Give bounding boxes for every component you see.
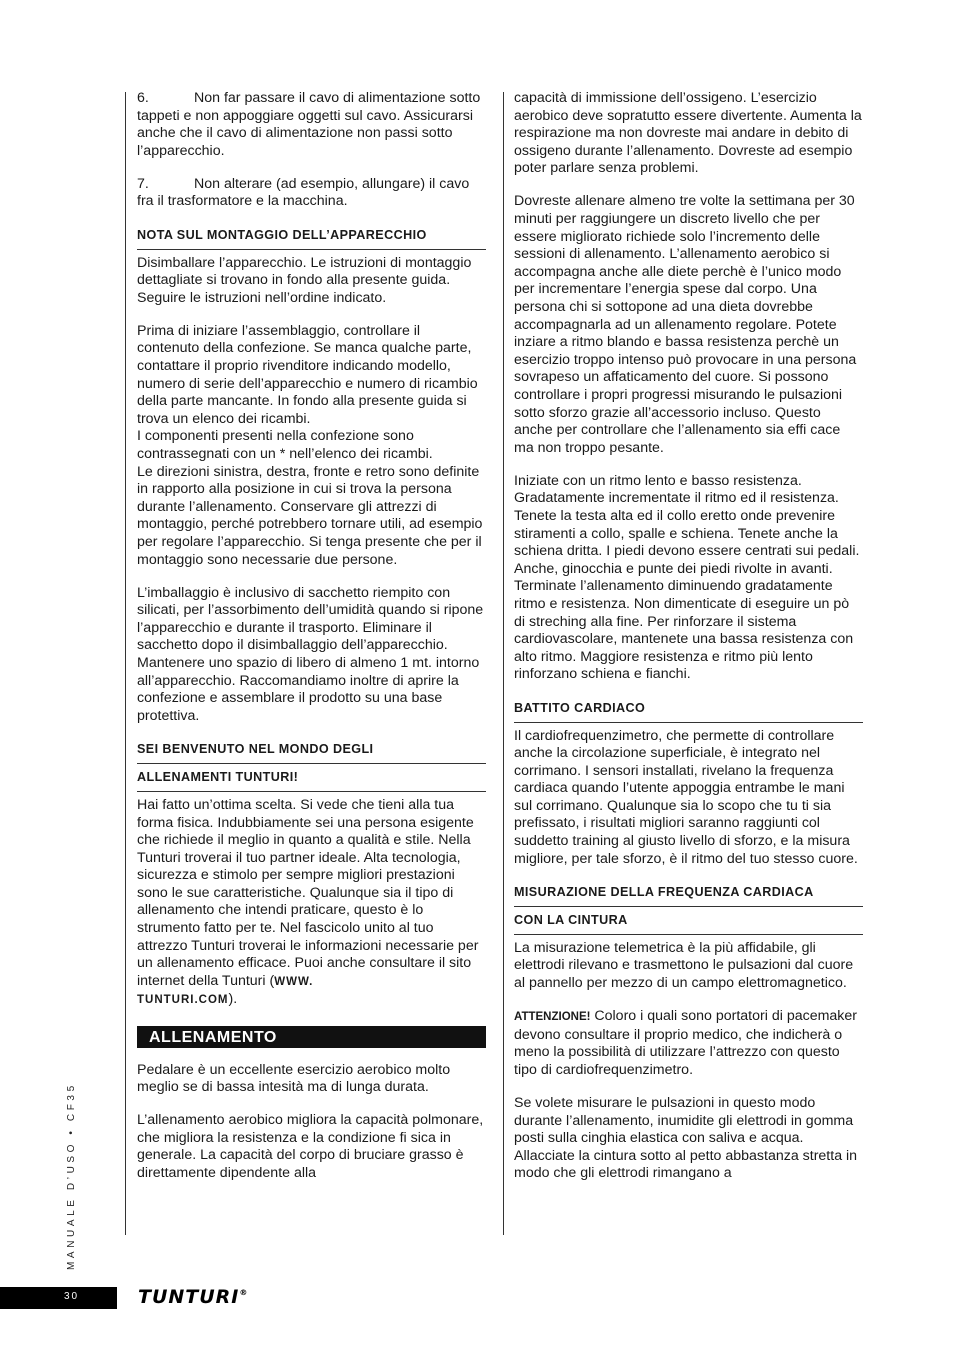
paragraph-telemetrica: La misurazione telemetrica è la più affidabile, gli elettrodi rilevano e trasmettono le pulsazioni dal cuore al pannello per mezzo di un campo elettromagnetico. <box>514 939 854 991</box>
list-number: 7. <box>137 175 149 192</box>
warning-text: Coloro i quali sono portatori di pacemaker devono consultare il proprio medico, che indicherà o meno la possibilità di utilizzare l’attrezzo con questo tipo di cardiofrequenzimetro. <box>514 1008 858 1078</box>
tunturi-logo <box>138 1286 248 1308</box>
paragraph-attenzione <box>514 1008 863 1079</box>
paragraph-text: Hai fatto un’ottima scelta. Si vede che tieni alla tua forma fisica. Indubbiamente sei una persona esigente che richiede il meglio in quanto a qualità e stile. Nella Tunturi troverai il tuo partner ideale. Alta tecnologia, sicurezza e stimolo per sempre migliori prestazioni sono le sue caratteristiche. Qualunque sia il tipo di allenamento che intendi praticare, questo è lo strumento fatto per te. Nel fascicolo unito al tuo attrezzo Tunturi troverai le informazioni necessarie per un allenamento efficace. Puoi anche consultare il sito internet della Tunturi ( <box>137 796 479 989</box>
heading-montaggio: NOTA SUL MONTAGGIO DELL’APPARECCHIO <box>137 227 486 250</box>
heading-misurazione-line2: CON LA CINTURA <box>514 912 863 935</box>
left-column <box>137 90 486 1183</box>
paragraph-battito: Il cardiofrequenzimetro, che permette di controllare anche la circolazione superficiale, è integrato nel corrimano. I sensori installati, rivelano la frequenza cardiaca quando l’utente appoggia entrambe le mani sul corrimano. Qualunque sia lo scopo che tu ti sia prefissato, i risultati migliori saranno raggiunti col suddetto training al giusto livello di sforzo, e la misura migliore, per tale sforzo, è il ritmo del tuo stesso cuore. <box>514 727 858 867</box>
list-item-6 <box>137 90 486 160</box>
list-item-7 <box>137 176 486 211</box>
heading-battito: BATTITO CARDIACO <box>514 700 863 723</box>
paragraph-benvenuto <box>137 797 486 1010</box>
warning-label: ATTENZIONE! <box>514 1011 591 1024</box>
paragraph-disimballare: Disimballare l’apparecchio. Le istruzioni di montaggio dettagliate si trovano in fondo alla presente guida. Seguire le istruzioni nell’ordine indicato. <box>137 254 472 306</box>
manual-side-label: MANUALE D’USO • CF35 <box>66 1082 77 1270</box>
paragraph-ossigeno: capacità di immissione dell’ossigeno. L’esercizio aerobico deve sopratutto essere divertente. Aumenta la respirazione ma non dovreste mai andare in debito di ossigeno durante l’allenamento. Dovreste ad esempio poter parlare senza problemi. <box>514 90 862 177</box>
paragraph-direzioni: Le direzioni sinistra, destra, fronte e retro sono definite in rapporto alla posizione in cui si trova la persona durante l’allenamento. Conservare gli attrezzi di montaggio, perché potrebbero tornare utili, ad esempio per regolare l’apparecchio. Si tenga presente che per il montaggio sono necessarie due persone. <box>137 463 483 568</box>
paragraph-imballaggio: L’imballaggio è inclusivo di sacchetto riempito con silicati, per l’assorbimento dell’umidità quando si ripone l’apparecchio e durante il trasporto. Eliminare il sacchetto dopo il disimballaggio dell’apparecchio. Mantenere uno spazio di libero di almeno 1 mt. intorno all’apparecchio. Raccomandiamo inoltre di aprire la confezione e assemblare il prodotto su una base protettiva. <box>137 584 484 724</box>
section-heading-allenamento: ALLENAMENTO <box>137 1026 486 1048</box>
heading-benvenuto-line2: ALLENAMENTI TUNTURI! <box>137 769 486 792</box>
list-number: 6. <box>137 90 149 106</box>
heading-benvenuto-line1: SEI BENVENUTO NEL MONDO DEGLI <box>137 741 486 764</box>
paragraph-dovreste: Dovreste allenare almeno tre volte la settimana per 30 minuti per raggiungere un discreto livello che per essere migliorato richiede solo l’incremento delle sessioni di allenamento. L’allenamento aerobico si accompagna anche alle diete perchè è l’unico modo per incrementare l’energia spese dal corpo. Una persona chi si sottopone ad una dieta dovrebbe accompagnarla ad un allenamento regolare. Potete inziare a ritmo blando e bassa resistenza perchè un esercizio troppo intenso può provocare in una persona sovrapeso un affaticamento del cuore. Si possono controllare i propri progressi misurando le pulsazioni sotto sforzo grazie all’accessorio incluso. Questo anche per controllare che l’allenamento sia effi cace ma non troppo pesante. <box>514 193 857 456</box>
website-prefix: WWW. <box>274 975 314 988</box>
column-rule-left <box>125 92 126 1235</box>
registered-mark: ® <box>239 1288 249 1297</box>
website-link[interactable]: TUNTURI.COM <box>137 994 229 1007</box>
logo-text: TUNTURI <box>138 1286 240 1308</box>
list-text: Non far passare il cavo di alimentazione sotto tappeti e non appoggiare oggetti sul cavo. Assicurarsi anche che il cavo di alimentazione non passi sotto l’apparecchio. <box>137 90 481 159</box>
right-column <box>514 90 863 1183</box>
page-number-box <box>0 1287 117 1309</box>
paragraph-volete: Se volete misurare le pulsazioni in questo modo durante l’allenamento, inumidite gli elettrodi in gomma posti sulla cinghia elastica con saliva e acqua. Allacciate la cintura sotto al petto abbastanza stretta in modo che gli elettrodi rimangano a <box>514 1094 858 1182</box>
page-number: 30 <box>64 1291 80 1302</box>
heading-misurazione-line1: MISURAZIONE DELLA FREQUENZA CARDIACA <box>514 884 863 907</box>
list-text: Non alterare (ad esempio, allungare) il cavo fra il trasformatore e la macchina. <box>137 175 470 210</box>
paragraph-aerobico: L’allenamento aerobico migliora la capacità polmonare, che migliora la resistenza e la condizione fi sica in generale. La capacità del corpo di bruciare grasso è direttamente dipendente alla <box>137 1112 484 1181</box>
paragraph-iniziate: Iniziate con un ritmo lento e basso resistenza. Gradatamente incrementate il ritmo ed il resistenza. Tenete la testa alta ed il collo eretto onde prevenire stiramenti a collo, spalle e schiena. Tenete anche la schiena dritta. I piedi devono essere centrati sui pedali. Anche, ginocchia e punte dei piedi rivolte in avanti. Terminate l’allenamento diminuendo gradatamente ritmo e resistenza. Non dimenticate di eseguire un pò di streching alla fine. Per rinforzare il sistema cardiovascolare, mantenete una bassa resistenza con alto ritmo. Maggiore resistenza e ritmo più lento rinforzano schiena e fianchi. <box>514 472 860 683</box>
paragraph-pedalare: Pedalare è un eccellente esercizio aerobico molto meglio se di bassa intesità ma di lunga durata. <box>137 1061 451 1096</box>
paragraph-prima: Prima di iniziare l’assemblaggio, controllare il contenuto della confezione. Se manca qualche parte, contattare il proprio rivenditore indicando modello, numero di serie dell’apparecchio e numero di ricambio della parte mancante. In fondo alla presente guida si trova un elenco dei ricambi. <box>137 322 478 427</box>
column-rule-right <box>503 92 504 1235</box>
paragraph-componenti: I componenti presenti nella confezione sono contrassegnati con un * nell’elenco dei ricambi. <box>137 428 433 462</box>
paragraph-text-end: ). <box>228 991 238 1008</box>
